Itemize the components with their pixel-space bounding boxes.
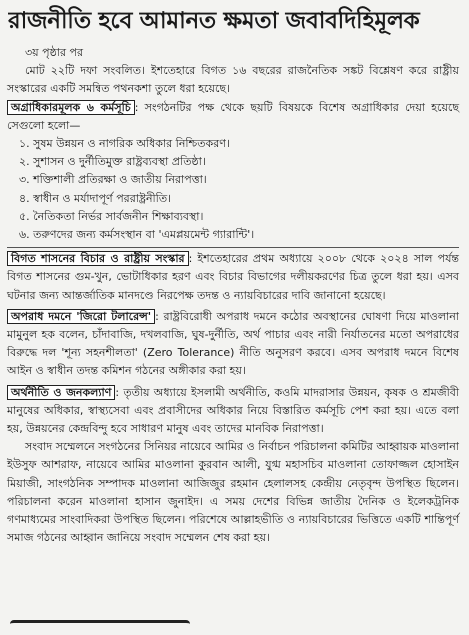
section-zero-tolerance-text: : রাষ্ট্রবিরোধী অপরাধ দমনে কঠোর অবস্থানের ঘোষণা দিয়ে মাওলানা মামুনুল হক বলেন, চাঁদাবাজি, দখলবাজি, ঘুষ-দুর্নীতি, অর্থ পাচার এবং নারী নির্যাতনের মতো অপরাধের বিরুদ্ধে দল 'শূন্য সহনশীলতা' (Zero Tolerance) নীতি অনুসরণ করবে। এসব অপরাধ দমনে বিশেষ আইন ও স্বাধীন তদন্ত কমিশন গঠনের অঙ্গীকার করা হয়।: [7, 309, 459, 378]
section-economy: [7, 384, 459, 439]
section-priority: [7, 99, 459, 135]
article-body: [7, 44, 459, 547]
list-item: ১. সুষম উন্নয়ন ও নাগরিক অধিকার নিশ্চিতকরণ।: [19, 137, 230, 151]
section-economy-label: অর্থনীতি ও জনকল্যাণ: [7, 385, 115, 400]
priority-list: [7, 135, 459, 244]
list-item: ৫. নৈতিকতা নির্ভর সার্বজনীন শিক্ষাব্যবস্থা।: [19, 209, 204, 223]
closing-paragraph: সংবাদ সম্মেলনে সংগঠনের সিনিয়র নায়েবে আমির ও নির্বাচন পরিচালনা কমিটির আহ্বায়ক মাওলানা ইউসুফ আশরাফ, নায়েবে আমির মাওলানা কুরবান আলী, যুগ্ম মহাসচিব মাওলানা তোফাজ্জল হোসাইন মিয়াজী, সাংগঠনিক সম্পাদক মাওলানা আজিজুর রহমান হেলালসহ কেন্দ্রীয় নেতৃবৃন্দ উপস্থিত ছিলেন। পরিচালনা করেন মাওলানা হাসান জুনাইদ। এ সময় দেশের বিভিন্ন জাতীয় দৈনিক ও ইলেকট্রনিক গণমাধ্যমের সাংবাদিকরা উপস্থিত ছিলেন। পরিশেষে আল্লাহভীতি ও ন্যায়বিচারের ভিত্তিতে একটি শান্তিপূর্ণ সমাজ গঠনের আহ্বান জানিয়ে সংবাদ সম্মেলন শেষ করা হয়।: [7, 440, 459, 545]
section-economy-text: : তৃতীয় অধ্যায়ে ইসলামী অর্থনীতি, কওমি মাদরাসার উন্নয়ন, কৃষক ও শ্রমজীবী মানুষের অধিকার, স্বাস্থ্যসেবা এবং প্রবাসীদের অধিকার নিয়ে বিস্তারিত কর্মসূচি পেশ করা হয়। এতে বলা হয়, উন্নয়নের কেন্দ্রবিন্দু হবে সাধারণ মানুষ এবং তাদের মানবিক নিরাপত্তা।: [7, 385, 459, 436]
section-justice-text: : ইশতেহারের প্রথম অধ্যায়ে ২০০৮ থেকে ২০২৪ সাল পর্যন্ত বিগত শাসনের গুম-খুন, ভোটাধিকার হরণ এবং বিচার বিভাগের দলীয়করণের চিত্র তুলে ধরা হয়। এসব ঘটনার জন্য আন্তর্জাতিক মানদণ্ডে নিরপেক্ষ তদন্ত ও ন্যায়বিচারের দাবি জানানো হয়েছে।: [7, 252, 460, 302]
section-zero-tolerance-label: অপরাধ দমনে 'জিরো টলারেন্স': [7, 309, 155, 324]
list-item: ৩. শক্তিশালী প্রতিরক্ষা ও জাতীয় নিরাপত্তা।: [19, 173, 207, 187]
intro-paragraph: মোট ২২টি দফা সংবলিত। ইশতেহারে বিগত ১৬ বছরের রাজনৈতিক সঙ্কট বিশ্লেষণ করে রাষ্ট্রীয় সংস্কারের একটি সমন্বিত পথনকশা তুলে ধরা হয়েছে।: [7, 64, 459, 96]
headline: রাজনীতি হবে আমানত ক্ষমতা জবাবদিহিমূলক: [8, 8, 420, 34]
list-item: ৪. স্বাধীন ও মর্যাদাপূর্ণ পররাষ্ট্রনীতি।: [19, 191, 172, 205]
divider: [7, 247, 459, 248]
section-priority-label: অগ্রাধিকারমূলক ৬ কর্মসূচি: [7, 100, 135, 115]
section-priority-text: : সংগঠনটির পক্ষ থেকে ছয়টি বিষয়কে বিশেষ অগ্রাধিকার দেয়া হয়েছে সেগুলো হলো—: [7, 100, 460, 132]
list-item: ২. সুশাসন ও দুর্নীতিমুক্ত রাষ্ট্রব্যবস্থা প্রতিষ্ঠা।: [19, 155, 206, 169]
section-justice-label: বিগত শাসনের বিচার ও রাষ্ট্রীয় সংস্কার: [7, 251, 189, 266]
cropped-heading-fragment: [10, 620, 190, 635]
list-item: ৬. তরুণদের জন্য কর্মসংস্থান বা 'এমপ্লয়মেন্ট গ্যারান্টি'।: [19, 228, 255, 242]
continued-from: ৩য় পৃষ্ঠার পর: [25, 46, 84, 59]
section-justice: [7, 250, 459, 305]
section-zero-tolerance: [7, 308, 459, 381]
